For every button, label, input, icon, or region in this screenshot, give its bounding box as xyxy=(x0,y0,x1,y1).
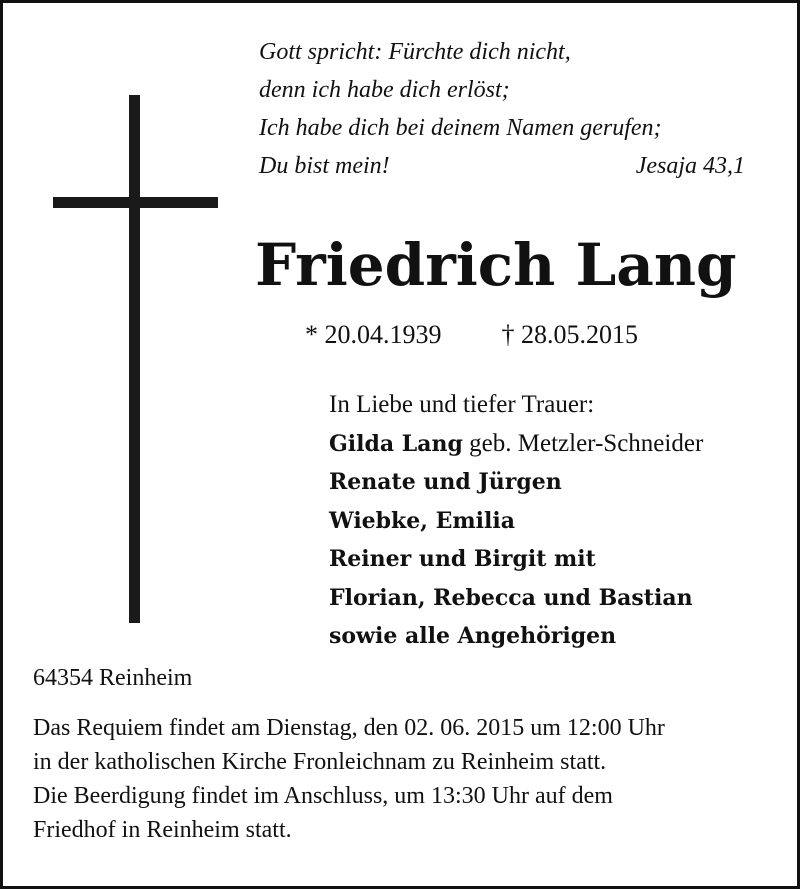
death-date: † 28.05.2015 xyxy=(501,320,638,349)
mourner-line-1 xyxy=(329,425,703,464)
verse-line-2: denn ich habe dich erlöst; xyxy=(259,77,510,103)
mourner-line-5 xyxy=(329,579,703,618)
life-dates xyxy=(305,317,638,353)
service-info xyxy=(33,711,773,847)
mourner-line-4 xyxy=(329,540,703,579)
mourner-names: Renate und Jürgen xyxy=(329,469,562,495)
mourner-line-3 xyxy=(329,502,703,541)
mourner-maiden-name: geb. Metzler-Schneider xyxy=(462,429,704,457)
birth-date: * 20.04.1939 xyxy=(305,320,442,349)
verse-last-line: Du bist mein! xyxy=(259,153,390,179)
mourner-name-bold: Gilda Lang xyxy=(329,430,463,457)
verse-line-3: Ich habe dich bei deinem Namen gerufen; xyxy=(259,115,662,141)
mourners-intro: In Liebe und tiefer Trauer: xyxy=(329,391,595,418)
service-info-line-1: Das Requiem findet am Dienstag, den 02. 06. 2015 um 12:00 Uhr xyxy=(33,715,665,741)
verse-line-4 xyxy=(259,147,745,185)
bible-verse xyxy=(259,33,779,185)
location-text: 64354 Reinheim xyxy=(33,665,193,691)
service-info-line-4: Friedhof in Reinheim statt. xyxy=(33,817,292,843)
verse-line-1: Gott spricht: Fürchte dich nicht, xyxy=(259,39,571,65)
deceased-name: Friedrich Lang xyxy=(255,231,737,299)
mourner-line-6 xyxy=(329,617,703,656)
verse-reference: Jesaja 43,1 xyxy=(635,153,745,179)
cross-vertical-bar xyxy=(129,95,140,623)
service-info-line-3: Die Beerdigung findet im Anschluss, um 13:30 Uhr auf dem xyxy=(33,783,613,809)
mourner-line-2 xyxy=(329,463,703,502)
service-info-line-2: in der katholischen Kirche Fronleichnam zu Reinheim statt. xyxy=(33,749,607,775)
mourner-names: Reiner und Birgit mit xyxy=(329,546,596,572)
mourners-list xyxy=(329,386,703,656)
mourner-names: sowie alle Angehörigen xyxy=(329,623,617,649)
mourner-names: Florian, Rebecca und Bastian xyxy=(329,584,693,611)
mourner-names: Wiebke, Emilia xyxy=(329,507,515,534)
cross-horizontal-bar xyxy=(53,197,218,208)
